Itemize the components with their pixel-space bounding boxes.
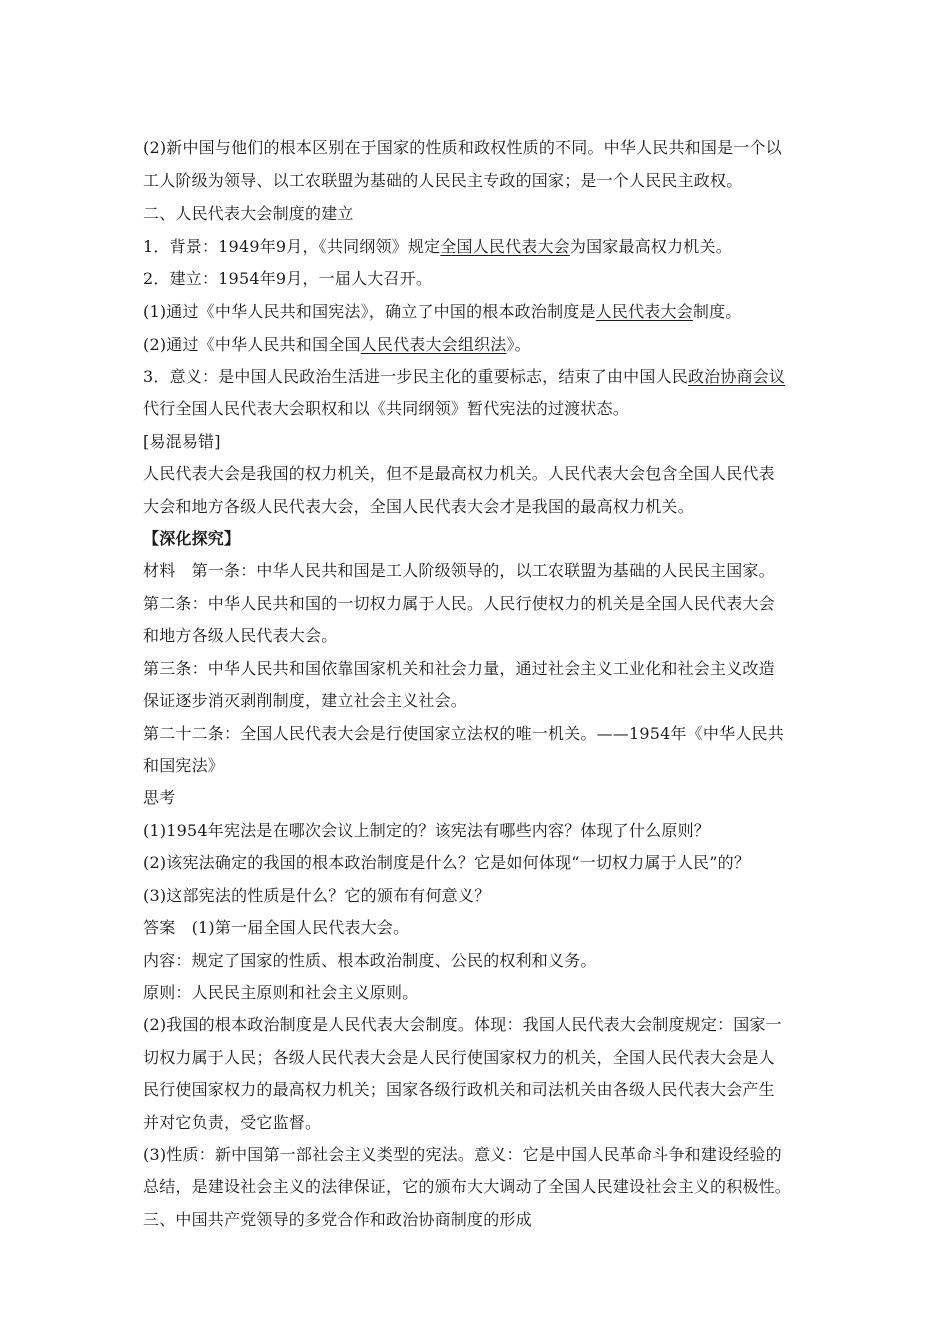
text-line <box>143 269 813 289</box>
text-line <box>143 756 813 776</box>
line-text: 三、中国共产党领导的多党合作和政治协商制度的形成 <box>143 1210 532 1229</box>
text-line <box>143 691 813 711</box>
text-line <box>143 138 813 158</box>
line-text: 民行使国家权力的最高权力机关；国家各级行政机关和司法机关由各级人民代表大会产生 <box>143 1080 775 1099</box>
line-text: (1)通过《中华人民共和国宪法》，确立了中国的根本政治制度是 <box>143 302 596 321</box>
answer-line <box>143 1080 813 1100</box>
line-text: 人民代表大会是我国的权力机关，但不是最高权力机关。人民代表大会包含全国人民代表 <box>143 464 775 483</box>
line-text: (2)通过《中华人民共和国全国 <box>143 335 361 354</box>
line-text: 答案 (1)第一届全国人民代表大会。 <box>143 918 410 937</box>
answer-line <box>143 951 813 971</box>
line-text: (2)新中国与他们的根本区别在于国家的性质和政权性质的不同。中华人民共和国是一个以 <box>143 138 782 157</box>
underlined-answer: 政治协商会议 <box>687 367 786 386</box>
text-line <box>143 367 813 387</box>
line-text: 》。 <box>506 335 531 354</box>
line-text: 二、人民代表大会制度的建立 <box>143 204 354 223</box>
answer-line <box>143 1015 813 1035</box>
line-text: (1)1954年宪法是在哪次会议上制定的？该宪法有哪些内容？体现了什么原则？ <box>143 821 710 840</box>
text-line <box>143 561 813 581</box>
line-text: (2)我国的根本政治制度是人民代表大会制度。体现：我国人民代表大会制度规定：国家一 <box>143 1015 782 1034</box>
line-text: 和国宪法》 <box>143 756 225 775</box>
line-text: 材料 第一条：中华人民共和国是工人阶级领导的，以工农联盟为基础的人民民主国家。 <box>143 561 775 580</box>
line-text: 切权力属于人民；各级人民代表大会是人民行使国家权力的机关，全国人民代表大会是人 <box>143 1048 775 1067</box>
section-heading <box>143 1210 813 1230</box>
section-heading <box>143 529 813 549</box>
text-line <box>143 497 813 517</box>
line-text: 大会和地方各级人民代表大会，全国人民代表大会才是我国的最高权力机关。 <box>143 497 694 516</box>
line-text: 保证逐步消灭剥削制度，建立社会主义社会。 <box>143 691 468 710</box>
line-text: 第二十二条：全国人民代表大会是行使国家立法权的唯一机关。——1954年《中华人民共 <box>143 724 784 743</box>
line-text: 和地方各级人民代表大会。 <box>143 626 338 645</box>
line-text: 代行全国人民代表大会职权和以《共同纲领》暂代宪法的过渡状态。 <box>143 399 630 418</box>
line-text: 内容：规定了国家的性质、根本政治制度、公民的权利和义务。 <box>143 951 597 970</box>
line-text: 原则：人民民主原则和社会主义原则。 <box>143 983 419 1002</box>
line-text: 制度。 <box>692 302 742 321</box>
text-line <box>143 626 813 646</box>
line-text: 【深化探究】 <box>143 529 241 548</box>
question-line <box>143 821 813 841</box>
line-text: [易混易错] <box>143 432 221 451</box>
line-text: (3)这部宪法的性质是什么？它的颁布有何意义？ <box>143 886 491 905</box>
text-line <box>143 171 813 191</box>
text-line <box>143 724 813 744</box>
line-text: 2．建立：1954年9月，一届人大召开。 <box>143 269 433 288</box>
line-text: 为国家最高权力机关。 <box>569 237 732 256</box>
text-line <box>143 399 813 419</box>
underlined-answer: 人民代表大会 <box>595 302 693 321</box>
text-line <box>143 788 813 808</box>
line-text: 并对它负责，受它监督。 <box>143 1113 322 1132</box>
line-text: 第三条：中华人民共和国依靠国家机关和社会力量，通过社会主义工业化和社会主义改造 <box>143 659 775 678</box>
line-text: 总结，是建设社会主义的法律保证，它的颁布大大调动了全国人民建设社会主义的积极性。 <box>143 1177 792 1196</box>
text-line <box>143 237 813 257</box>
question-line <box>143 886 813 906</box>
underlined-answer: 人民代表大会组织法 <box>360 335 507 354</box>
answer-line <box>143 1145 813 1165</box>
answer-line <box>143 983 813 1003</box>
line-text: 1．背景：1949年9月，《共同纲领》规定 <box>143 237 441 256</box>
question-line <box>143 853 813 873</box>
line-text: (3)性质：新中国第一部社会主义类型的宪法。意义：它是中国人民革命斗争和建设经验的 <box>143 1145 782 1164</box>
text-line <box>143 659 813 679</box>
section-heading <box>143 204 813 224</box>
line-text: 思考 <box>143 788 176 807</box>
underlined-answer: 全国人民代表大会 <box>440 237 570 256</box>
line-text: 3．意义：是中国人民政治生活进一步民主化的重要标志，结束了由中国人民 <box>143 367 688 386</box>
text-line <box>143 335 813 355</box>
answer-line <box>143 1177 813 1197</box>
text-line <box>143 594 813 614</box>
line-text: (2)该宪法确定的我国的根本政治制度是什么？它是如何体现“一切权力属于人民”的？ <box>143 853 751 872</box>
answer-line <box>143 1113 813 1133</box>
line-text: 工人阶级为领导、以工农联盟为基础的人民民主专政的国家；是一个人民民主政权。 <box>143 171 743 190</box>
tag-line <box>143 432 813 452</box>
text-line <box>143 464 813 484</box>
answer-line <box>143 1048 813 1068</box>
answer-line <box>143 918 813 938</box>
line-text: 第二条：中华人民共和国的一切权力属于人民。人民行使权力的机关是全国人民代表大会 <box>143 594 775 613</box>
text-line <box>143 302 813 322</box>
